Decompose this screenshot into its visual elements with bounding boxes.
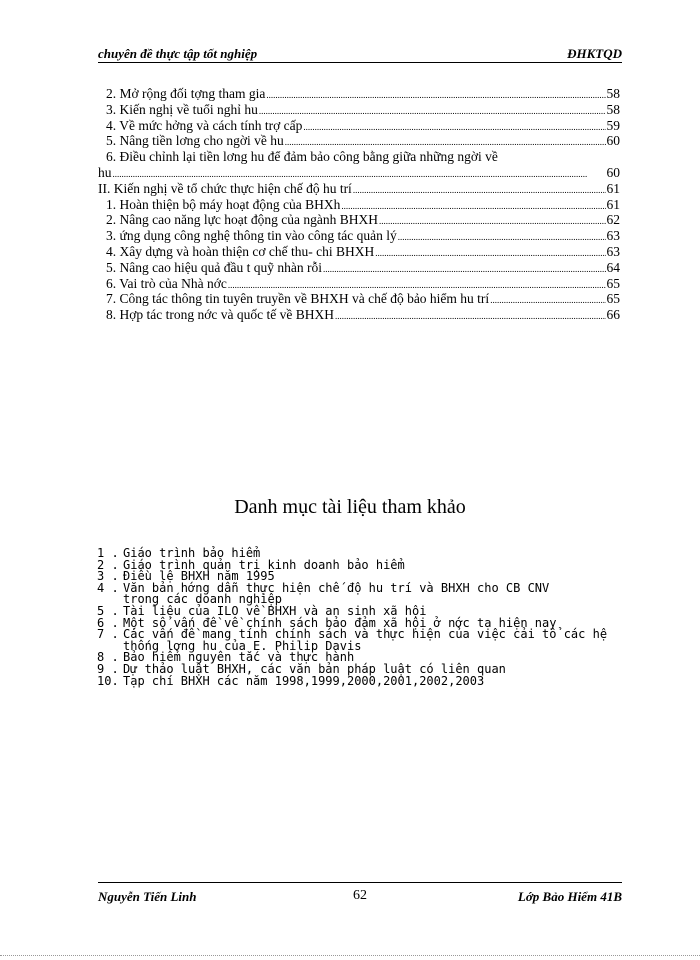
toc-entry-title: 6. Điều chỉnh lại tiền lơng hu để đảm bảo công bằng giữa những ngời về: [106, 149, 498, 165]
reference-line: Các vấn đề mang tính chính sách và thực hiện của việc cải tổ các hệ: [123, 627, 608, 642]
toc-entry-title: 3. ứng dụng công nghệ thông tin vào công tác quản lý: [106, 228, 397, 244]
toc-leader-dots: [353, 183, 606, 199]
toc-entry-title: 5. Nâng tiền lơng cho ngời về hu: [106, 133, 284, 149]
toc-entry-page: 60: [606, 133, 620, 149]
reference-number: 1 .: [97, 546, 119, 560]
reference-number: 10.: [97, 673, 119, 688]
footer-page-number: 62: [353, 888, 367, 903]
toc-leader-dots: [398, 230, 606, 246]
toc-entry-title: 4. Xây dựng và hoàn thiện cơ chế thu- chi BHXH: [106, 243, 375, 259]
reference-text: [123, 629, 627, 652]
toc-entry: [98, 149, 620, 165]
toc-entry-title: 4. Về mức hởng và cách tính trợ cấp: [106, 117, 303, 133]
page-footer: [98, 882, 622, 911]
reference-number: 2 .: [97, 557, 119, 572]
reference-line: Giáo trình quản trị kinh doanh bảo hiểm: [123, 557, 405, 572]
toc-entry-page: 58: [606, 86, 620, 101]
toc-entry: [98, 291, 620, 307]
reference-item: [97, 629, 627, 652]
toc-leader-dots: [335, 309, 606, 325]
toc-leader-dots: [323, 262, 606, 278]
toc-entry-page: 63: [606, 243, 620, 259]
toc-entry: [98, 165, 620, 181]
toc-entry-page: 64: [606, 259, 620, 275]
toc-entry-title: 6. Vai trò của Nhà nớc: [106, 275, 227, 291]
toc-leader-dots: [303, 120, 605, 136]
toc-entry: [98, 228, 620, 244]
reference-line: Văn bản hớng dẫn thực hiện chế độ hu trí và BHXH cho CB CNV: [123, 580, 550, 595]
reference-number: 5 .: [97, 603, 119, 618]
reference-line: Một số vấn đề về chính sách bảo đảm xã hội ở nớc ta hiện nay: [123, 615, 557, 630]
reference-line: thống lơng hu của E. Philip Davis: [123, 638, 362, 653]
table-of-contents: [98, 86, 620, 323]
toc-entry: [98, 133, 620, 149]
toc-entry-page: 58: [606, 101, 620, 117]
references-title: Danh mục tài liệu tham khảo: [234, 496, 466, 518]
reference-item: [97, 673, 627, 688]
reference-line: Giáo trình bảo hiểm: [123, 546, 261, 560]
toc-entry-title: 8. Hợp tác trong nớc và quốc tế về BHXH: [106, 307, 334, 323]
reference-line: trong các doanh nghiệp: [123, 592, 282, 607]
footer-author: Nguyễn Tiến Linh: [98, 889, 197, 904]
toc-entry-title: II. Kiến nghị về tổ chức thực hiện chế độ hu trí: [98, 180, 352, 196]
toc-entry: [98, 244, 620, 260]
toc-entry-title: 3. Kiến nghị về tuổi nghỉ hu: [106, 101, 258, 117]
reference-item: [97, 580, 627, 607]
toc-entry: [98, 102, 620, 118]
toc-entry-page: 65: [606, 291, 620, 307]
toc-entry-page: 59: [606, 117, 620, 133]
toc-entry: [98, 260, 620, 276]
reference-number: 7 .: [97, 627, 119, 642]
toc-leader-dots: [259, 104, 606, 120]
reference-line: Tài liệu của ILO về BHXH và an sinh xã hội: [123, 603, 427, 618]
toc-entry-page: 63: [606, 228, 620, 244]
references-list: [97, 548, 627, 687]
page-edge-divider: [0, 955, 700, 956]
reference-number: 9 .: [97, 661, 119, 676]
toc-entry: [98, 118, 620, 134]
toc-entry-title: 7. Công tác thông tin tuyên truyền về BHXH và chế độ bảo hiểm hu trí: [106, 291, 490, 307]
toc-entry-title: 2. Nâng cao năng lực hoạt động của ngành BHXH: [106, 212, 378, 228]
reference-line: Tạp chí BHXH các năm 1998,1999,2000,2001,2002,2003: [123, 673, 485, 688]
toc-entry-title: hu: [98, 164, 112, 180]
toc-entry: [98, 181, 620, 197]
page-header: [98, 46, 622, 63]
toc-entry-page: 60: [606, 164, 620, 180]
toc-entry-page: 62: [606, 212, 620, 228]
toc-leader-dots: [341, 199, 605, 215]
toc-entry-page: 61: [606, 180, 620, 196]
toc-entry: [98, 276, 620, 292]
toc-entry-title: 5. Nâng cao hiệu quả đầu t quỹ nhàn rỗi: [106, 259, 322, 275]
reference-number: 8 .: [97, 650, 119, 665]
toc-leader-dots: [379, 214, 606, 230]
toc-entry: [98, 307, 620, 323]
reference-line: Dự thảo luật BHXH, các văn bản pháp luật có liên quan: [123, 661, 506, 676]
toc-entry: [98, 86, 620, 102]
reference-number: 6 .: [97, 615, 119, 630]
toc-entry-page: 61: [606, 196, 620, 212]
toc-entry-page: 66: [606, 307, 620, 323]
header-title: chuyên đề thực tập tốt nghiệp: [98, 46, 258, 61]
toc-entry-title: 2. Mở rộng đối tợng tham gia: [106, 86, 266, 101]
reference-text: [123, 673, 627, 688]
reference-text: [123, 580, 627, 607]
toc-entry: [98, 212, 620, 228]
reference-line: Điều lệ BHXH năm 1995: [123, 569, 275, 584]
reference-number: 4 .: [97, 580, 119, 595]
toc-leader-dots: [375, 246, 605, 262]
toc-entry-page: 65: [606, 275, 620, 291]
footer-class: Lớp Bảo Hiểm 41B: [517, 889, 622, 904]
toc-leader-dots: [490, 293, 605, 309]
toc-leader-dots: [266, 88, 605, 104]
header-school: ĐHKTQD: [567, 46, 622, 61]
reference-line: Bảo hiểm nguyên tắc và thực hành: [123, 650, 355, 665]
reference-number: 3 .: [97, 569, 119, 584]
toc-entry: [98, 197, 620, 213]
toc-entry-title: 1. Hoàn thiện bộ máy hoạt động của BHXh: [106, 196, 341, 212]
